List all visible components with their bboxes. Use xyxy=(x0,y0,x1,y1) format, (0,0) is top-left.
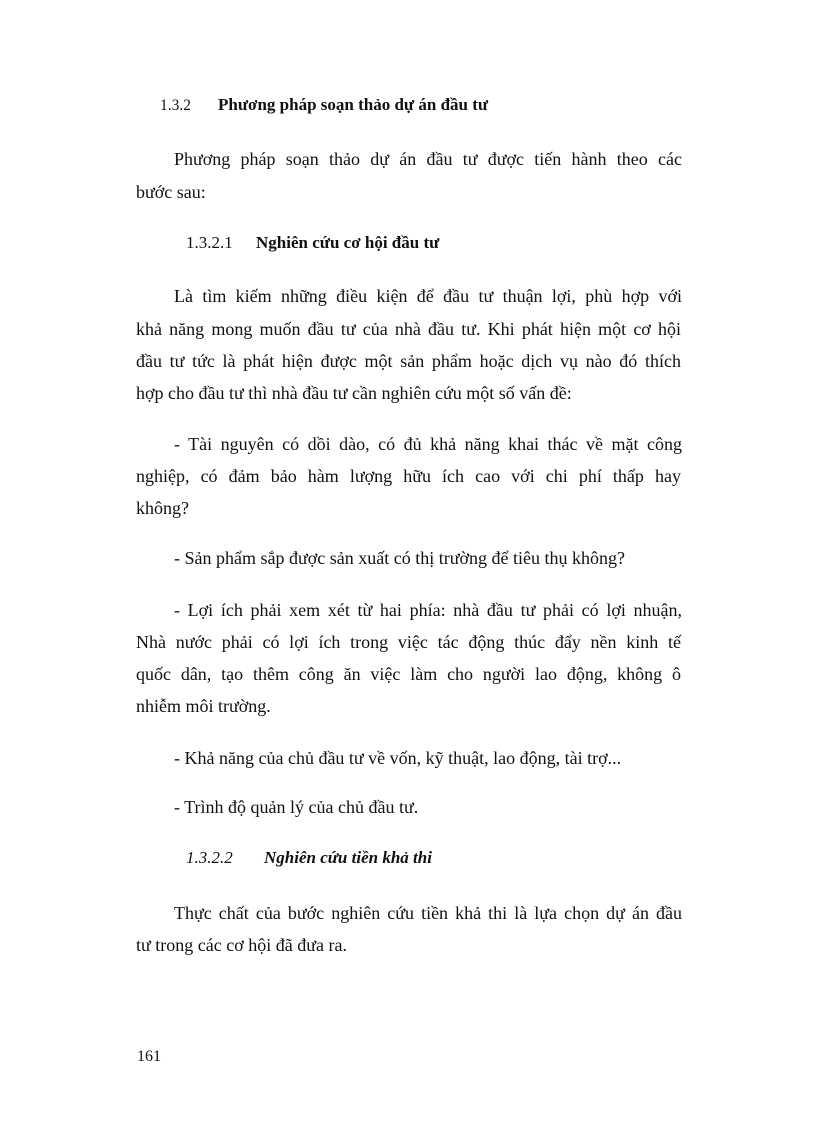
page-number: 161 xyxy=(137,1048,161,1065)
section-title: Phương pháp soạn thảo dự án đầu tư xyxy=(218,95,489,114)
paragraph-line: Là tìm kiếm những điều kiện để đầu tư thuận lợi, phù hợp với xyxy=(174,286,682,306)
section-heading xyxy=(160,95,488,115)
bullet-line: - Trình độ quản lý của chủ đầu tư. xyxy=(174,797,419,817)
bullet-line: Nhà nước phải có lợi ích trong việc tác động thúc đẩy nền kinh tế xyxy=(136,632,681,652)
paragraph-line: hợp cho đầu tư thì nhà đầu tư cần nghiên cứu một số vấn đề: xyxy=(136,383,572,403)
subsection-heading xyxy=(186,233,439,253)
subsection-number: 1.3.2.1 xyxy=(186,233,233,252)
bullet-line: nghiệp, có đảm bảo hàm lượng hữu ích cao với chi phí thấp hay xyxy=(136,466,681,486)
bullet-line: quốc dân, tạo thêm công ăn việc làm cho người lao động, không ô xyxy=(136,664,681,684)
bullet-line: - Lợi ích phải xem xét từ hai phía: nhà đầu tư phải có lợi nhuận, xyxy=(174,600,682,620)
subsection-title: Nghiên cứu tiền khả thi xyxy=(264,848,432,867)
paragraph-line: Thực chất của bước nghiên cứu tiền khả thi là lựa chọn dự án đầu xyxy=(174,903,682,923)
bullet-line: không? xyxy=(136,498,189,518)
bullet-line: - Khả năng của chủ đầu tư về vốn, kỹ thuật, lao động, tài trợ... xyxy=(174,748,622,768)
subsection-title: Nghiên cứu cơ hội đầu tư xyxy=(256,233,440,252)
subsection-number: 1.3.2.2 xyxy=(186,848,233,867)
intro-line: bước sau: xyxy=(136,182,206,202)
paragraph-line: đầu tư tức là phát hiện được một sản phẩm hoặc dịch vụ nào đó thích xyxy=(136,351,681,371)
section-number: 1.3.2 xyxy=(160,97,191,114)
bullet-line: nhiễm môi trường. xyxy=(136,696,271,716)
paragraph-line: tư trong các cơ hội đã đưa ra. xyxy=(136,935,347,955)
subsection-heading xyxy=(186,848,432,868)
intro-line: Phương pháp soạn thảo dự án đầu tư được tiến hành theo các xyxy=(174,149,682,169)
bullet-line: - Sản phẩm sắp được sản xuất có thị trường để tiêu thụ không? xyxy=(174,548,625,568)
bullet-line: - Tài nguyên có dồi dào, có đủ khả năng khai thác về mặt công xyxy=(174,434,682,454)
paragraph-line: khả năng mong muốn đầu tư của nhà đầu tư. Khi phát hiện một cơ hội xyxy=(136,319,681,339)
